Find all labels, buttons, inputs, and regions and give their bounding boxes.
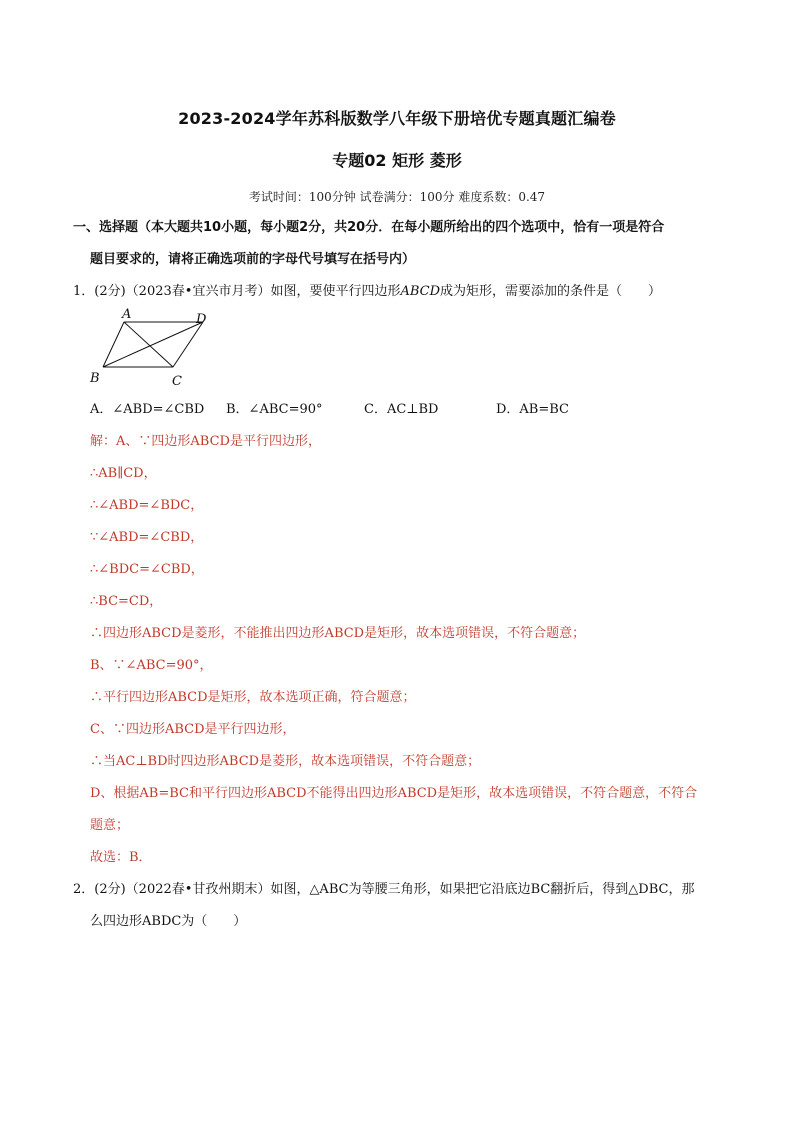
- vertex-label-b: B: [90, 371, 100, 386]
- solution-line-4: ∵∠ABD=∠CBD，: [90, 530, 204, 545]
- solution-line-3: ∴∠ABD=∠BDC，: [90, 498, 204, 513]
- solution-line-11: ∴当AC⊥BD时四边形ABCD是菱形，故本选项错误，不符合题意；: [90, 754, 481, 769]
- diagonal-ac: [124, 322, 173, 367]
- section-heading-line1: 一、选择题（本大题共10小题，每小题2分，共20分．在每小题所给出的四个选项中，恰有一项是符合: [73, 220, 665, 235]
- option-b: B．∠ABC=90°: [226, 402, 323, 417]
- solution-line-1: 解：A、∵四边形ABCD是平行四边形，: [90, 434, 321, 449]
- vertex-label-d: D: [196, 312, 207, 327]
- option-d: D．AB=BC: [496, 402, 569, 417]
- solution-line-7: ∴四边形ABCD是菱形，不能推出四边形ABCD是矩形，故本选项错误，不符合题意；: [90, 626, 586, 641]
- solution-line-8: B、∵∠ABC=90°，: [90, 658, 213, 673]
- solution-line-2: ∴AB∥CD，: [90, 466, 157, 481]
- question-1-stem-prefix: 1．(2分)（2023春•宜兴市月考）如图，要使平行四边形: [73, 284, 401, 299]
- exam-info: 考试时间：100分钟 试卷满分：100分 难度系数：0.47: [248, 190, 546, 204]
- question-2-stem-line1: 2．(2分)（2022春•甘孜州期末）如图，△ABC为等腰三角形，如果把它沿底边BC翻折后，得到△DBC，那: [73, 882, 695, 897]
- solution-line-12: D、根据AB=BC和平行四边形ABCD不能得出四边形ABCD是矩形，故本选项错误，不符合题意，不符合: [90, 786, 698, 801]
- question-1-stem-var: ABCD: [400, 284, 441, 299]
- side-ab: [103, 322, 124, 367]
- section-heading-line2: 题目要求的，请将正确选项前的字母代号填写在括号内）: [90, 252, 416, 267]
- question-1-stem-suffix: 成为矩形，需要添加的条件是（ ）: [440, 284, 662, 299]
- option-c: C．AC⊥BD: [364, 402, 439, 417]
- solution-line-13: 题意；: [90, 818, 130, 833]
- solution-line-6: ∴BC=CD，: [90, 594, 163, 609]
- question-1-options: [90, 400, 569, 420]
- solution-line-9: ∴平行四边形ABCD是矩形，故本选项正确，符合题意；: [90, 690, 416, 705]
- solution-line-10: C、∵四边形ABCD是平行四边形，: [90, 722, 296, 737]
- vertex-label-a: A: [122, 308, 132, 322]
- question-2-stem-line2: 么四边形ABDC为（ ）: [90, 914, 247, 929]
- parallelogram-figure: [86, 308, 226, 390]
- question-1-stem: [73, 282, 661, 302]
- solution-line-5: ∴∠BDC=∠CBD，: [90, 562, 204, 577]
- option-a: A．∠ABD=∠CBD: [90, 402, 205, 417]
- document-title: 2023-2024学年苏科版数学八年级下册培优专题真题汇编卷: [178, 109, 616, 128]
- vertex-label-c: C: [172, 374, 182, 389]
- solution-answer: 故选：B．: [90, 850, 152, 865]
- document-subtitle: 专题02 矩形 菱形: [332, 151, 462, 170]
